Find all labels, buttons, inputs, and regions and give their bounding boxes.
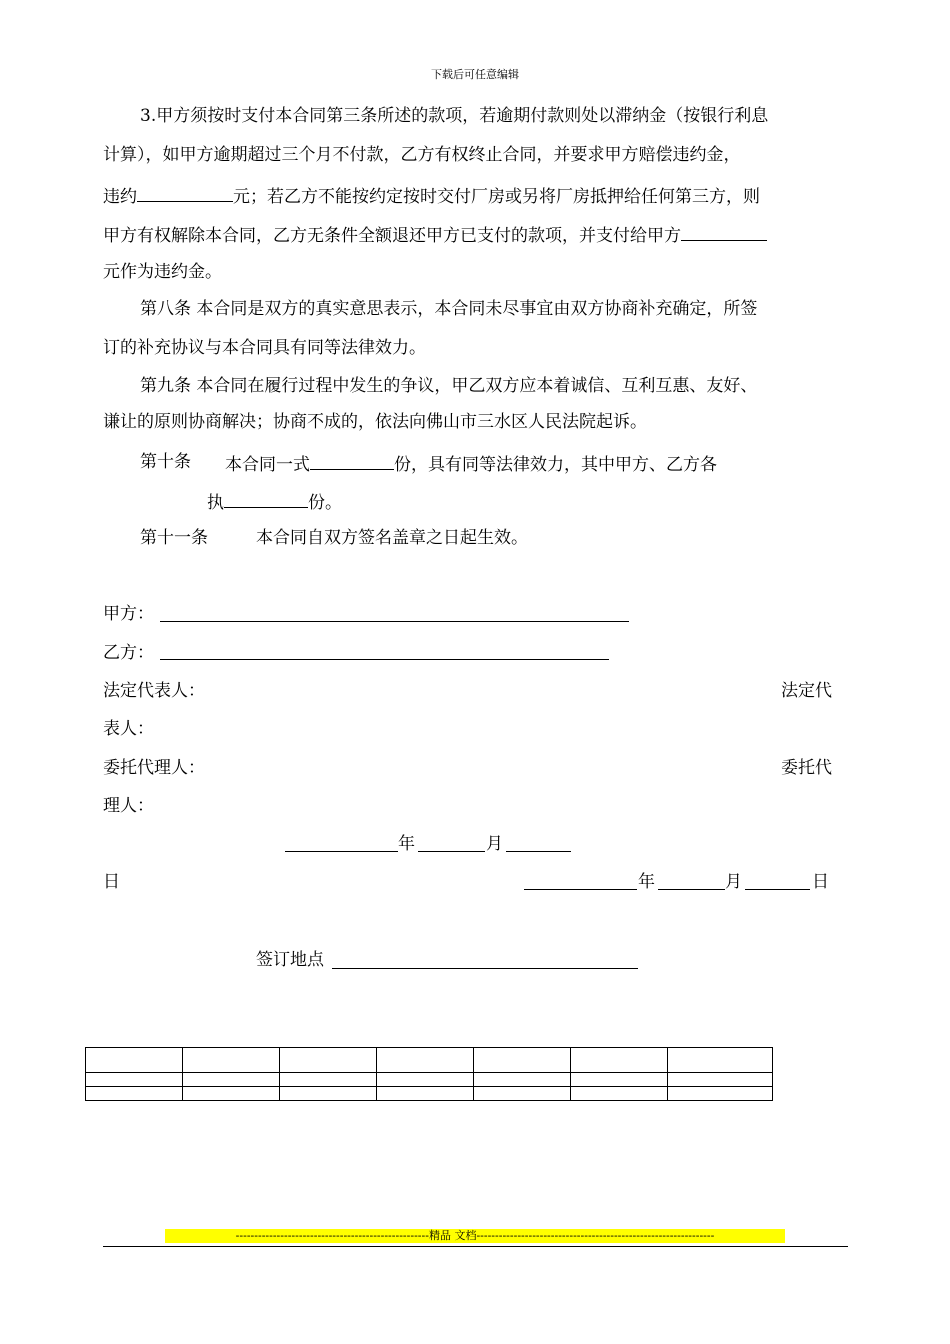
date-b-day-blank[interactable] <box>745 889 810 890</box>
table-cell <box>571 1048 668 1073</box>
liquidated-damages-blank[interactable] <box>681 223 767 241</box>
article8-line1: 第八条 本合同是双方的真实意思表示，本合同未尽事宜由双方协商补充确定，所签 <box>140 299 758 319</box>
article10-l2b: 份。 <box>308 493 342 513</box>
article10-text-b: 份，具有同等法律效力，其中甲方、乙方各 <box>394 455 717 475</box>
article10-line2 <box>207 490 342 513</box>
party-a-signature-line[interactable] <box>160 621 629 622</box>
article9-line2: 谦让的原则协商解决；协商不成的，依法向佛山市三水区人民法院起诉。 <box>103 412 647 432</box>
date-a-day-blank[interactable] <box>506 851 571 852</box>
date-b-month-label: 月 <box>725 872 742 892</box>
date-a-year-blank[interactable] <box>285 851 398 852</box>
table-cell <box>183 1087 280 1101</box>
table-cell <box>474 1073 571 1087</box>
clause3-line4-text: 甲方有权解除本合同，乙方无条件全额退还甲方已支付的款项，并支付给甲方 <box>103 226 681 246</box>
table-cell <box>668 1073 773 1087</box>
clause3-line5: 元作为违约金。 <box>103 262 222 282</box>
table-cell <box>668 1087 773 1101</box>
copies-count-blank[interactable] <box>310 452 394 470</box>
agent-right-label-b: 理人： <box>103 796 154 816</box>
date-a-month-blank[interactable] <box>418 851 485 852</box>
table-cell <box>86 1073 183 1087</box>
table-cell <box>377 1087 474 1101</box>
footer-band: ----------------------------------------------------精品 文档---------------------------------------------------------------- <box>165 1229 785 1243</box>
clause3-line4 <box>103 223 767 246</box>
footer-rule <box>103 1246 848 1247</box>
table-cell <box>377 1073 474 1087</box>
party-b-signature-line[interactable] <box>160 659 609 660</box>
agent-left-label: 委托代理人： <box>103 758 205 778</box>
article10-l2a: 执 <box>207 493 224 513</box>
date-b-year-blank[interactable] <box>524 889 637 890</box>
table-cell <box>86 1087 183 1101</box>
table-cell <box>183 1073 280 1087</box>
date-b-month-blank[interactable] <box>658 889 725 890</box>
party-b-label: 乙方： <box>103 643 154 663</box>
blank-table <box>85 1047 773 1101</box>
table-cell <box>86 1048 183 1073</box>
party-a-label: 甲方： <box>103 604 154 624</box>
table-cell <box>668 1048 773 1073</box>
clause3-line3 <box>103 184 760 207</box>
table-cell <box>474 1048 571 1073</box>
table-cell <box>377 1048 474 1073</box>
article8-line2: 订的补充协议与本合同具有同等法律效力。 <box>103 338 426 358</box>
legal-rep-right-label-b: 表人： <box>103 719 154 739</box>
table-cell <box>474 1087 571 1101</box>
table-cell <box>571 1073 668 1087</box>
agent-right-label-a: 委托代 <box>781 758 832 778</box>
article10-line1 <box>225 452 717 475</box>
legal-rep-right-label-a: 法定代 <box>781 681 832 701</box>
date-a-year-label: 年 <box>398 834 415 854</box>
table-row <box>86 1073 773 1087</box>
signing-place-label: 签订地点 <box>256 950 324 970</box>
date-b-year-label: 年 <box>638 872 655 892</box>
clause3-line3-b: 元；若乙方不能按约定按时交付厂房或另将厂房抵押给任何第三方，则 <box>233 187 760 207</box>
article9-line1: 第九条 本合同在履行过程中发生的争议，甲乙双方应本着诚信、互利互惠、友好、 <box>140 376 758 396</box>
article10-label: 第十条 <box>140 452 191 472</box>
table-cell <box>280 1048 377 1073</box>
each-copies-blank[interactable] <box>224 490 308 508</box>
clause3-line2: 计算），如甲方逾期超过三个月不付款，乙方有权终止合同，并要求甲方赔偿违约金， <box>103 145 741 165</box>
header-note: 下载后可任意编辑 <box>431 68 519 81</box>
article10-text-a: 本合同一式 <box>225 455 310 475</box>
article11-text: 本合同自双方签名盖章之日起生效。 <box>256 528 528 548</box>
clause3-line1: 3.甲方须按时支付本合同第三条所述的款项，若逾期付款则处以滞纳金（按银行利息 <box>140 106 769 126</box>
table-cell <box>571 1087 668 1101</box>
table-row <box>86 1048 773 1073</box>
legal-rep-left-label: 法定代表人： <box>103 681 205 701</box>
clause3-line3-a: 违约 <box>103 187 137 207</box>
date-a-month-label: 月 <box>486 834 503 854</box>
penalty-amount-blank[interactable] <box>137 184 233 202</box>
date-a-day-label: 日 <box>103 872 120 892</box>
date-b-day-label: 日 <box>812 872 829 892</box>
table-row <box>86 1087 773 1101</box>
signing-place-blank[interactable] <box>332 968 638 969</box>
table-cell <box>280 1087 377 1101</box>
table-cell <box>183 1048 280 1073</box>
table-cell <box>280 1073 377 1087</box>
article11-label: 第十一条 <box>140 528 208 548</box>
